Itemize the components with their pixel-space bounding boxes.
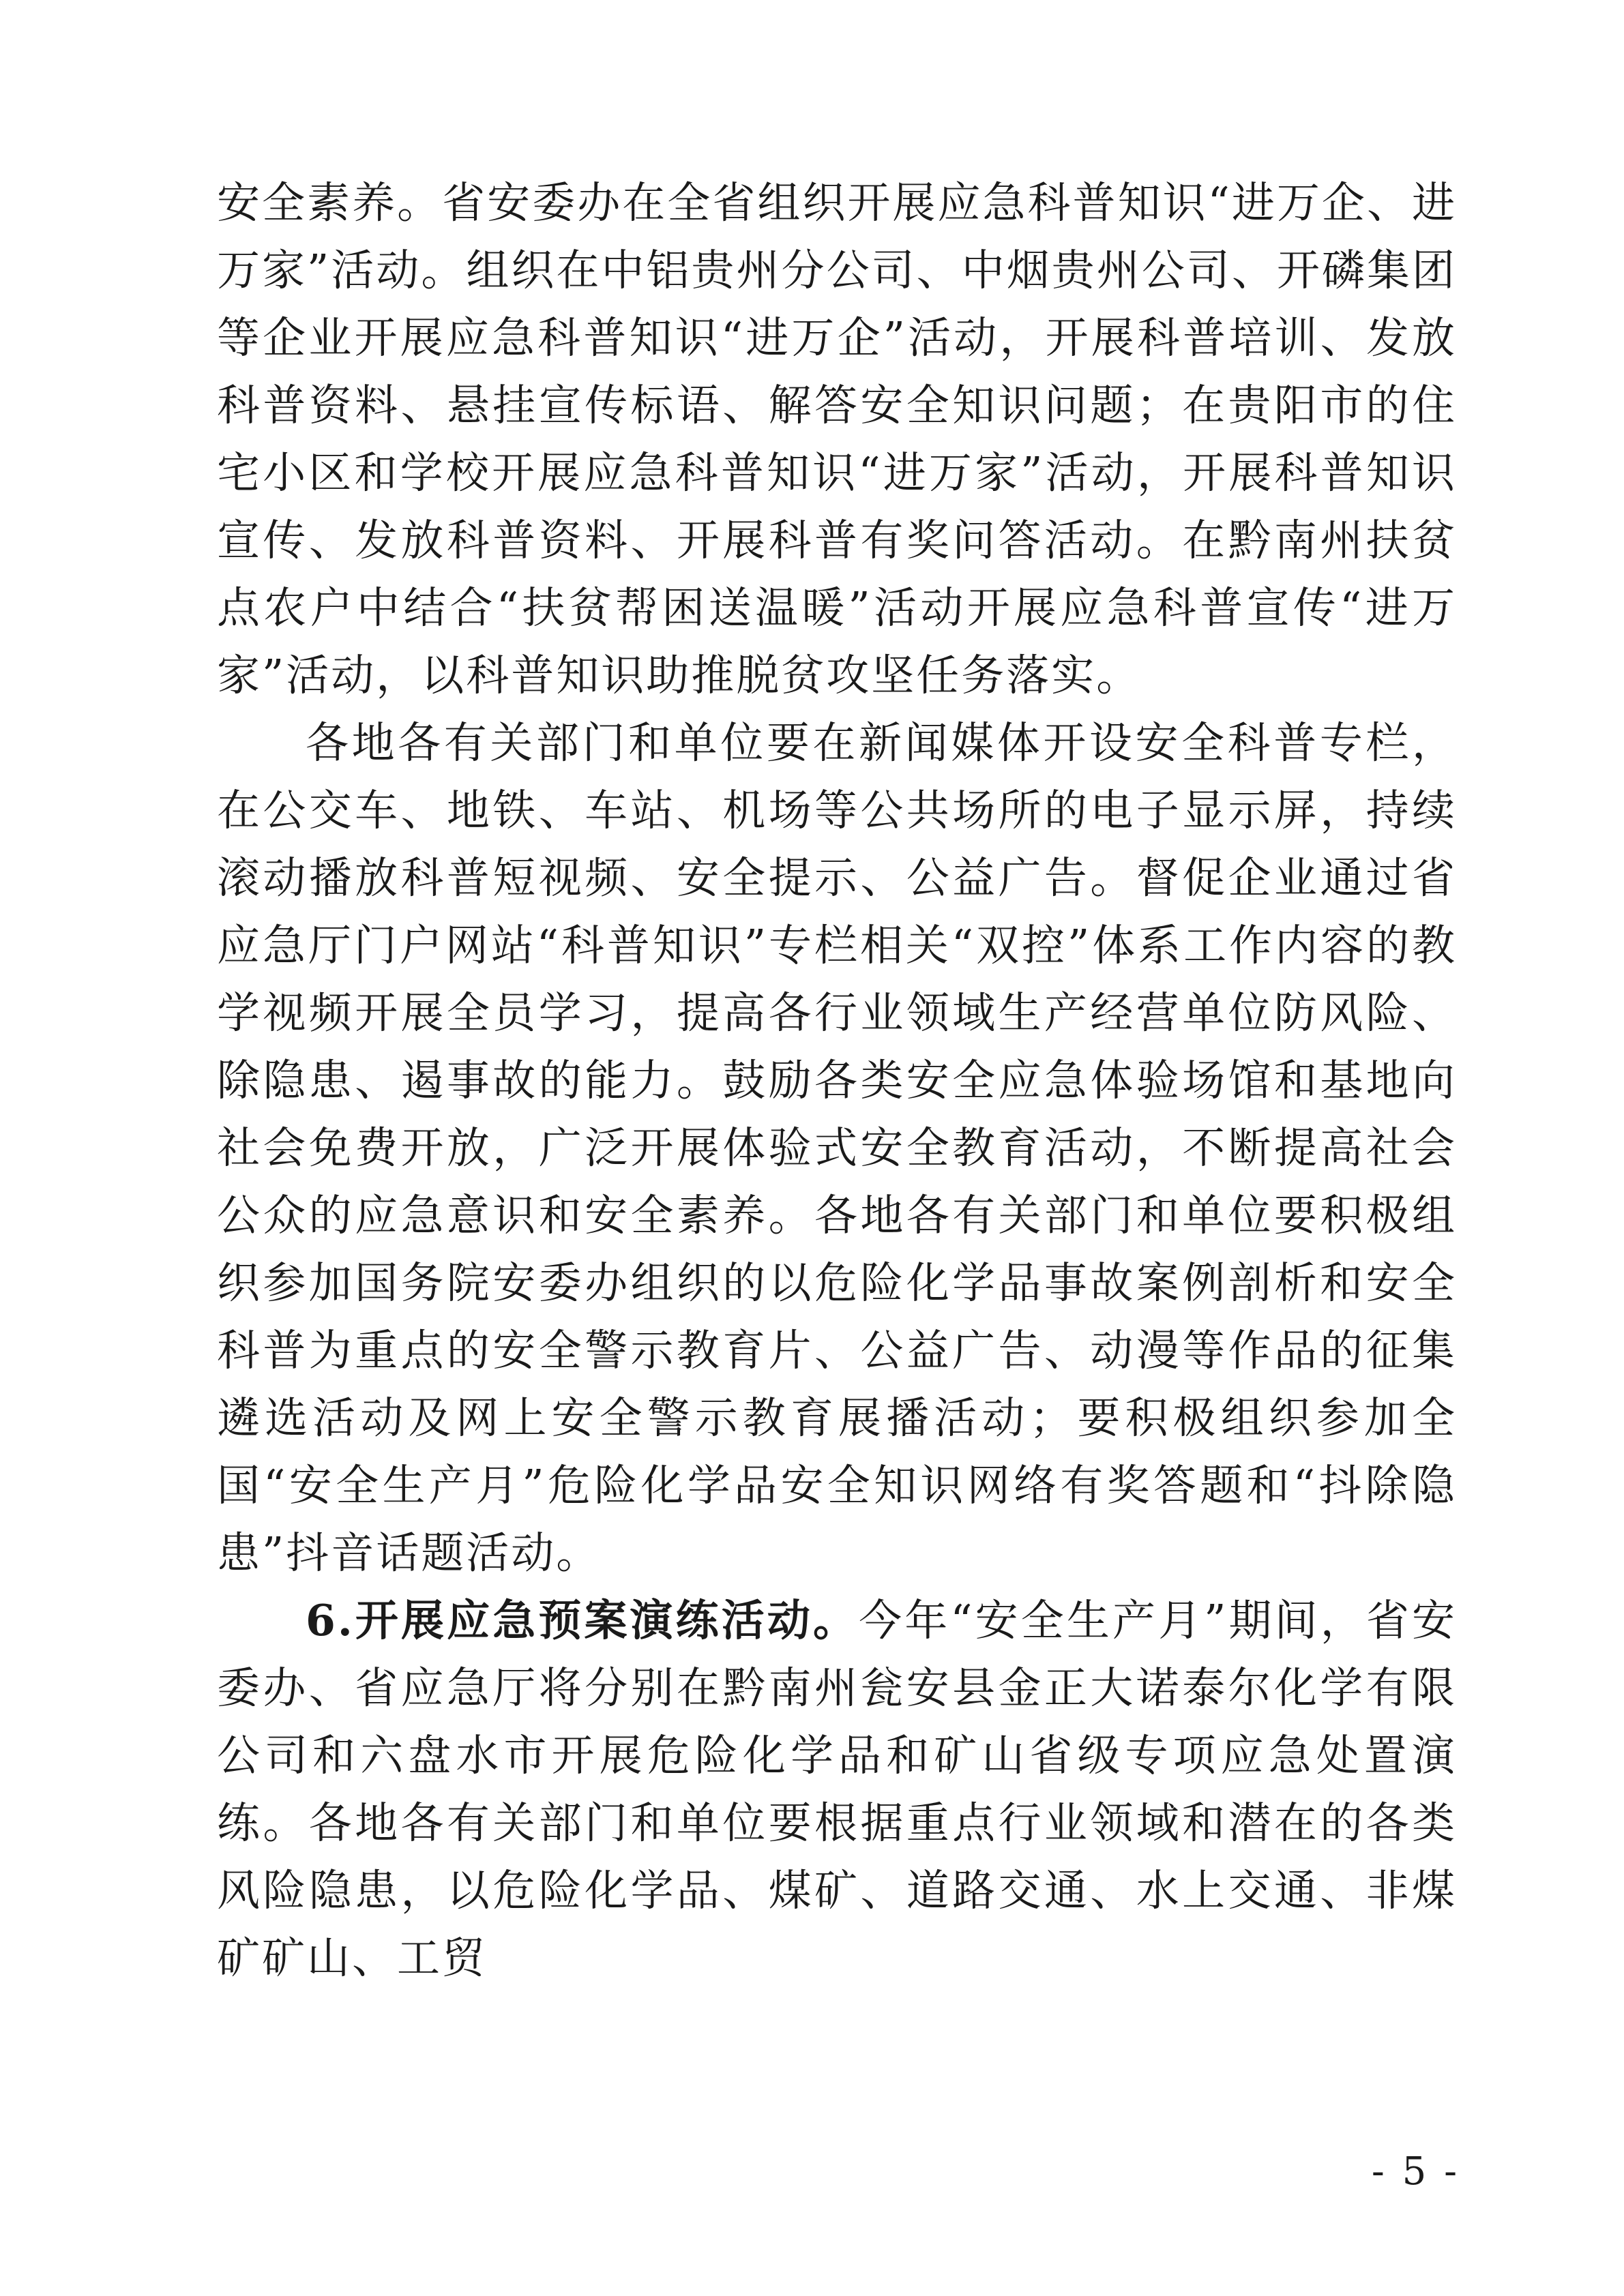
document-body	[217, 169, 1457, 1992]
paragraph-text: 安全素养。省安委办在全省组织开展应急科普知识“进万企、进万家”活动。组织在中铝贵州分公司、中烟贵州公司、开磷集团等企业开展应急科普知识“进万企”活动，开展科普培训、发放科普资料、悬挂宣传标语、解答安全知识问题；在贵阳市的住宅小区和学校开展应急科普知识“进万家”活动，开展科普知识宣传、发放科普资料、开展科普有奖问答活动。在黔南州扶贫点农户中结合“扶贫帮困送温暖”活动开展应急科普宣传“进万家”活动，以科普知识助推脱贫攻坚任务落实。	[217, 178, 1457, 700]
paragraph-media-promotion	[217, 709, 1457, 1587]
paragraph-continuation	[217, 169, 1457, 709]
page-number: - 5 -	[1371, 2149, 1460, 2194]
paragraph-emergency-drill	[217, 1587, 1457, 1992]
paragraph-text: 今年“安全生产月”期间，省安委办、省应急厅将分别在黔南州瓮安县金正大诺泰尔化学有限公司和六盘水市开展危险化学品和矿山省级专项应急处置演练。各地各有关部门和单位要根据重点行业领域和潜在的各类风险隐患，以危险化学品、煤矿、道路交通、水上交通、非煤矿矿山、工贸	[217, 1596, 1457, 1983]
paragraph-text: 各地各有关部门和单位要在新闻媒体开设安全科普专栏，在公交车、地铁、车站、机场等公共场所的电子显示屏，持续滚动播放科普短视频、安全提示、公益广告。督促企业通过省应急厅门户网站“科普知识”专栏相关“双控”体系工作内容的教学视频开展全员学习，提高各行业领域生产经营单位防风险、除隐患、遏事故的能力。鼓励各类安全应急体验场馆和基地向社会免费开放，广泛开展体验式安全教育活动，不断提高社会公众的应急意识和安全素养。各地各有关部门和单位要积极组织参加国务院安委办组织的以危险化学品事故案例剖析和安全科普为重点的安全警示教育片、公益广告、动漫等作品的征集遴选活动及网上安全警示教育展播活动；要积极组织参加全国“安全生产月”危险化学品安全知识网络有奖答题和“抖除隐患”抖音话题活动。	[217, 718, 1457, 1578]
section-heading: 6.开展应急预案演练活动。	[306, 1595, 859, 1645]
